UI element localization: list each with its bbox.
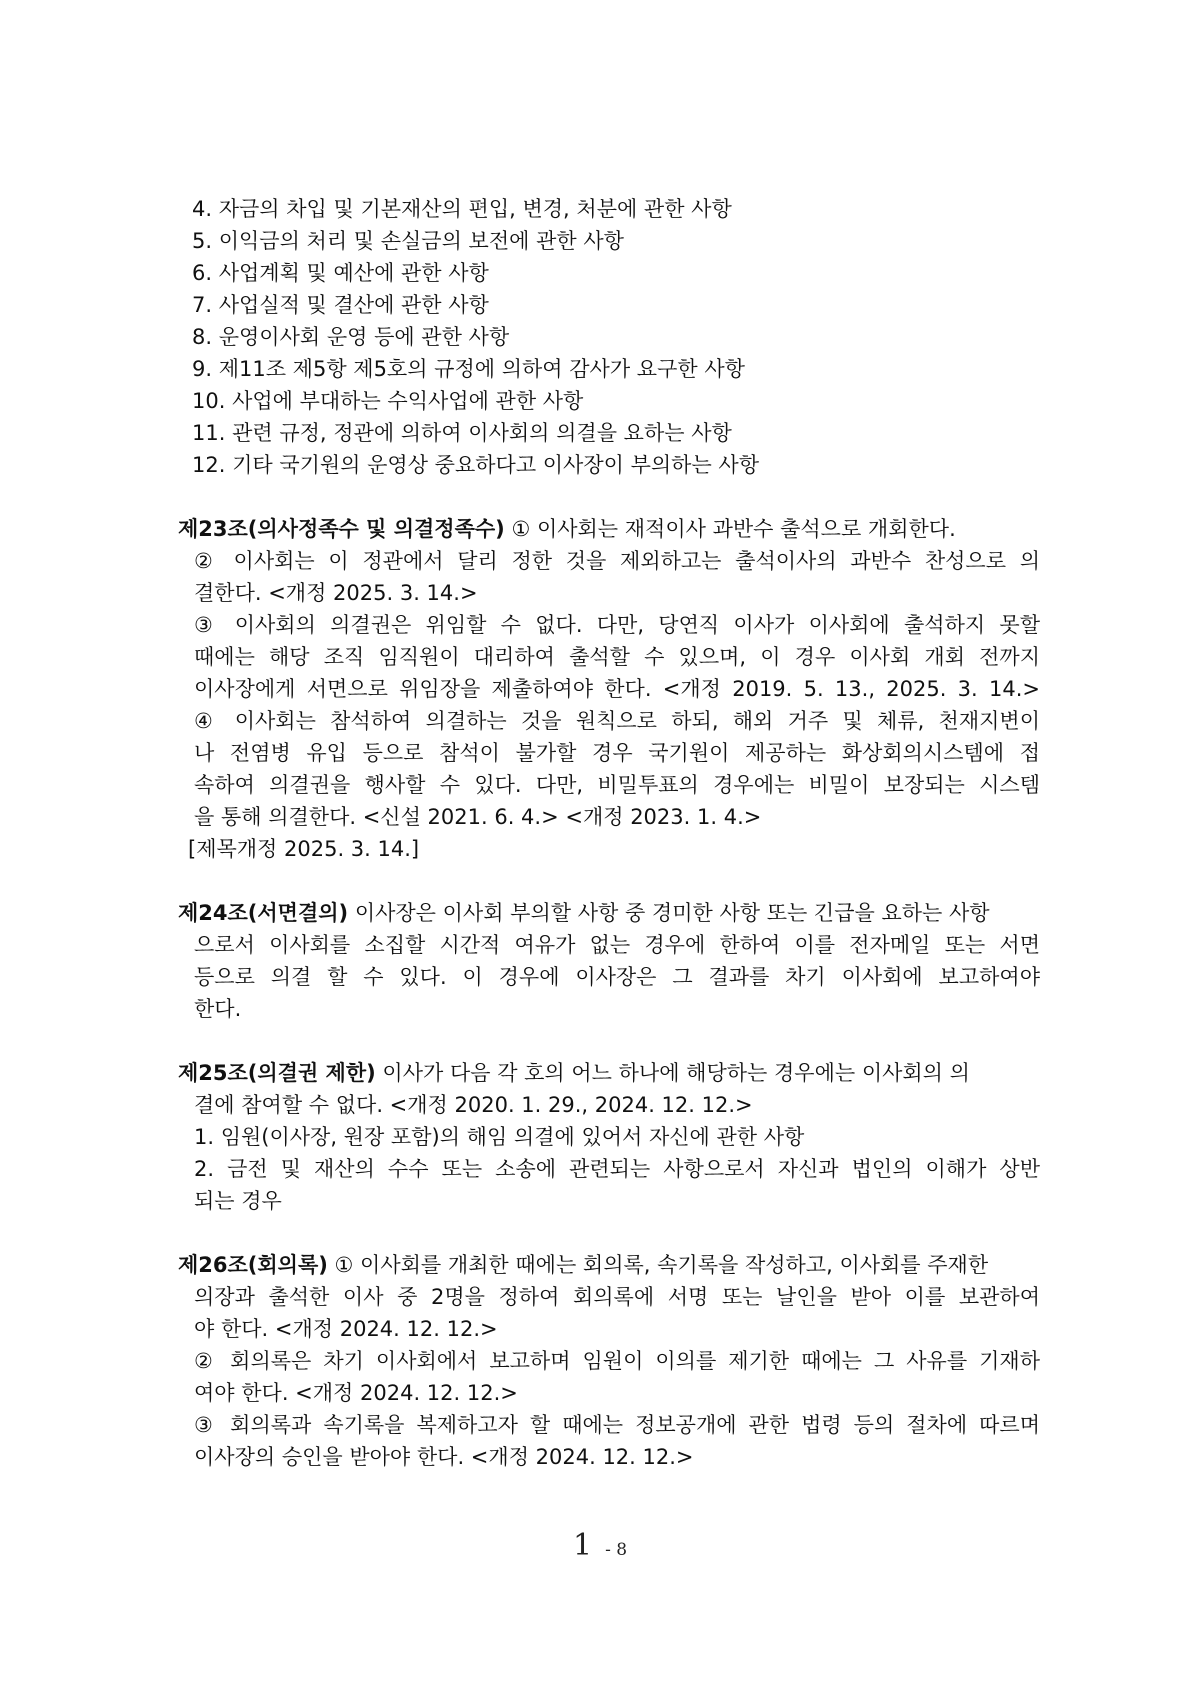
article-text: 이사가 다음 각 호의 어느 하나에 해당하는 경우에는 이사회의 의 [375, 1061, 970, 1085]
article-title: 제24조(서면결의) [178, 901, 349, 925]
article-text: ① 이사회를 개최한 때에는 회의록, 속기록을 작성하고, 이사회를 주재한 [327, 1253, 989, 1277]
article-text: ① 이사회는 재적이사 과반수 출석으로 개회한다. [504, 517, 956, 541]
article-title: 제25조(의결권 제한) [178, 1061, 376, 1085]
article-title: 제23조(의사정족수 및 의결정족수) [178, 517, 505, 541]
article-text: 이사장의 승인을 받아야 한다. <개정 2024. 12. 12.> [194, 1445, 694, 1469]
list-item: 4. 자금의 차입 및 기본재산의 편입, 변경, 처분에 관한 사항 [192, 197, 732, 221]
article-24 [178, 897, 1040, 1025]
article-text: 이사장은 이사회 부의할 사항 중 경미한 사항 또는 긴급을 요하는 사항 [348, 901, 990, 925]
article-title: 제26조(회의록) [178, 1253, 328, 1277]
list-item: 8. 운영이사회 운영 등에 관한 사항 [192, 325, 510, 349]
list-item: 9. 제11조 제5항 제5호의 규정에 의하여 감사가 요구한 사항 [192, 357, 745, 381]
page-footer [0, 1528, 1200, 1563]
list-item: 11. 관련 규정, 정관에 의하여 이사회의 의결을 요하는 사항 [192, 421, 732, 445]
article-text: 야 한다. <개정 2024. 12. 12.> [194, 1317, 498, 1341]
list-item: 12. 기타 국기원의 운영상 중요하다고 이사장이 부의하는 사항 [192, 453, 759, 477]
list-item: 10. 사업에 부대하는 수익사업에 관한 사항 [192, 389, 584, 413]
article-text: ④ 이사회는 참석하여 의결하는 것을 원칙으로 하되, 해외 거주 및 체류, 천재지변이 [194, 709, 1040, 733]
article-text: 을 통해 의결한다. <신설 2021. 6. 4.> <개정 2023. 1. 4.> [194, 805, 762, 829]
article-25 [178, 1057, 1040, 1217]
article-text: 으로서 이사회를 소집할 시간적 여유가 없는 경우에 한하여 이를 전자메일 또는 서면 [194, 933, 1040, 957]
article-text: 2. 금전 및 재산의 수수 또는 소송에 관련되는 사항으로서 자신과 법인의 이해가 상반 [194, 1157, 1040, 1181]
article-text: ② 회의록은 차기 이사회에서 보고하며 임원이 이의를 제기한 때에는 그 사유를 기재하 [194, 1349, 1040, 1373]
page-number: - 8 [605, 1540, 628, 1560]
chapter-number: 1 [572, 1528, 594, 1563]
article-text: 결한다. <개정 2025. 3. 14.> [194, 581, 478, 605]
list-item: 5. 이익금의 처리 및 손실금의 보전에 관한 사항 [192, 229, 624, 253]
article-text: 등으로 의결 할 수 있다. 이 경우에 이사장은 그 결과를 차기 이사회에 보고하여야 [194, 965, 1040, 989]
article-text: 1. 임원(이사장, 원장 포함)의 해임 의결에 있어서 자신에 관한 사항 [194, 1125, 805, 1149]
article-text: 이사장에게 서면으로 위임장을 제출하여야 한다. <개정 2019. 5. 13., 2025. 3. 14.> [194, 677, 1040, 701]
list-item: 6. 사업계획 및 예산에 관한 사항 [192, 261, 489, 285]
article-text: 한다. [194, 997, 242, 1021]
article-text: 나 전염병 유입 등으로 참석이 불가할 경우 국기원이 제공하는 화상회의시스템에 접 [194, 741, 1040, 765]
article-text: 속하여 의결권을 행사할 수 있다. 다만, 비밀투표의 경우에는 비밀이 보장되는 시스템 [194, 773, 1040, 797]
list-item: 7. 사업실적 및 결산에 관한 사항 [192, 293, 489, 317]
article-23 [178, 513, 1040, 865]
document-body [178, 193, 1040, 1473]
article-26 [178, 1249, 1040, 1473]
article-text: ② 이사회는 이 정관에서 달리 정한 것을 제외하고는 출석이사의 과반수 찬성으로 의 [194, 549, 1040, 573]
item-list [178, 193, 1040, 481]
article-text: 결에 참여할 수 없다. <개정 2020. 1. 29., 2024. 12. 12.> [194, 1093, 753, 1117]
article-amendment-note: [제목개정 2025. 3. 14.] [188, 837, 420, 861]
article-text: 여야 한다. <개정 2024. 12. 12.> [194, 1381, 518, 1405]
article-text: 때에는 해당 조직 임직원이 대리하여 출석할 수 있으며, 이 경우 이사회 개회 전까지 [194, 645, 1040, 669]
article-text: 의장과 출석한 이사 중 2명을 정하여 회의록에 서명 또는 날인을 받아 이를 보관하여 [194, 1285, 1040, 1309]
article-text: 되는 경우 [194, 1189, 282, 1213]
article-text: ③ 이사회의 의결권은 위임할 수 없다. 다만, 당연직 이사가 이사회에 출석하지 못할 [194, 613, 1040, 637]
article-text: ③ 회의록과 속기록을 복제하고자 할 때에는 정보공개에 관한 법령 등의 절차에 따르며 [194, 1413, 1040, 1437]
